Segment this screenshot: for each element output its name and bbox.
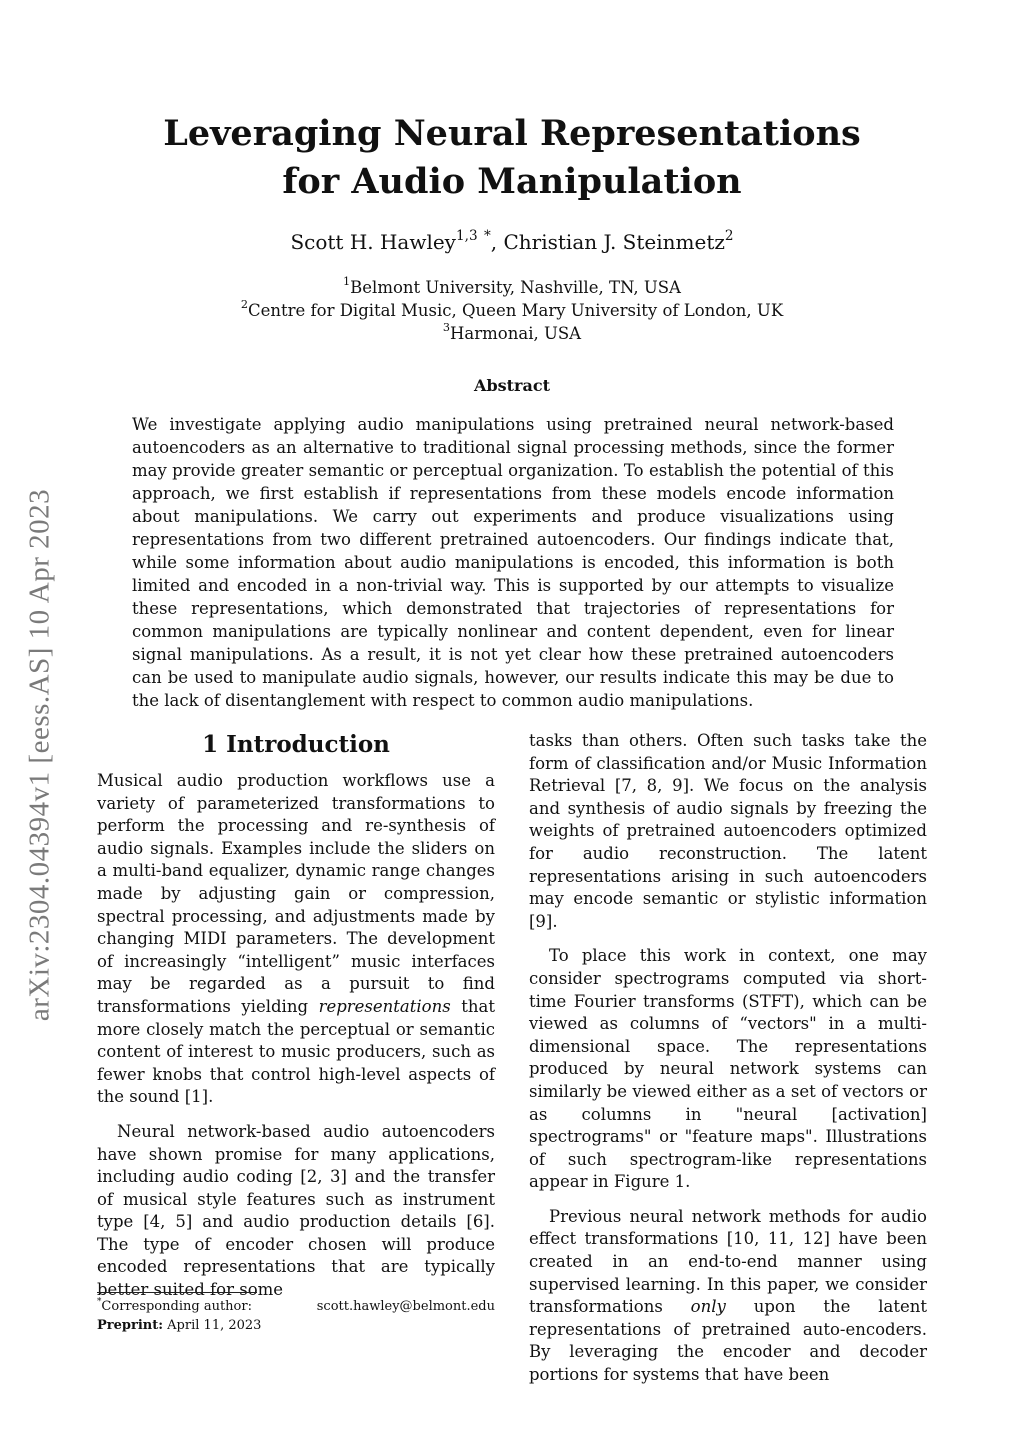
intro-p5-text-a: Previous neural network methods for audio effect transformations [10, 11, 12] have been created in an end-to-end manner using supervised learning. In this paper, we consider transformations bbox=[529, 1206, 927, 1317]
title-line-1: Leveraging Neural Representations bbox=[163, 113, 861, 154]
paper-title bbox=[0, 110, 1024, 206]
preprint-line bbox=[97, 1316, 495, 1335]
corresponding-email[interactable]: scott.hawley@belmont.edu bbox=[316, 1299, 495, 1314]
affiliation-3-text: Harmonai, USA bbox=[450, 324, 582, 343]
corresponding-label-wrap bbox=[97, 1297, 252, 1316]
abstract-heading: Abstract bbox=[474, 376, 550, 395]
arxiv-identifier-stamp: arXiv:2304.04394v1 [eess.AS] 10 Apr 2023 bbox=[23, 488, 56, 1022]
corresponding-author-line bbox=[97, 1297, 495, 1316]
preprint-date: April 11, 2023 bbox=[167, 1318, 262, 1333]
author-steinmetz-affil: 2 bbox=[724, 227, 734, 244]
abstract-body: We investigate applying audio manipulations using pretrained neural network-based autoencoders as an alternative to traditional signal processing methods, since the former may provide greater semantic or perceptual organization. To establish the potential of this approach, we first establish if representations from these models encode information about manipulations. We carry out experiments and produce visualizations using representations from two different pretrained autoencoders. Our findings indicate that, while some information about audio manipulations is encoded, this information is both limited and encoded in a non-trivial way. This is supported by our attempts to visualize these representations, which demonstrated that trajectories of representations for common manipulations are typically nonlinear and content dependent, even for linear signal manipulations. As a result, it is not yet clear how these pretrained autoencoders can be used to manipulate audio signals, however, our results indicate this may be due to the lack of disentanglement with respect to common audio manipulations. bbox=[132, 415, 894, 710]
title-line-2: for Audio Manipulation bbox=[282, 161, 742, 202]
intro-p1-emphasis: representations bbox=[318, 996, 451, 1016]
intro-paragraph-5 bbox=[529, 1206, 927, 1387]
intro-paragraph-2: Neural network-based audio autoencoders have shown promise for many applications, including audio coding [2, 3] and the transfer of musical style features such as instrument type [4, 5] and audio production details [6]. The type of encoder chosen will produce encoded representations that are typically better suited for some bbox=[97, 1121, 495, 1300]
intro-p5-text-b: upon the latent representations of pretrained auto-encoders. By leveraging the encoder and decoder portions for systems that have been bbox=[529, 1297, 927, 1385]
affiliation-1-text: Belmont University, Nashville, TN, USA bbox=[350, 278, 681, 297]
author-hawley: Scott H. Hawley bbox=[290, 230, 456, 254]
author-hawley-affil: 1,3 bbox=[455, 227, 478, 244]
affiliation-2-text: Centre for Digital Music, Queen Mary University of London, UK bbox=[247, 301, 784, 320]
section-heading-introduction: 1 Introduction bbox=[202, 731, 390, 758]
author-list bbox=[0, 228, 1024, 256]
affiliation-1-marker: 1 bbox=[343, 275, 351, 289]
intro-paragraph-3: tasks than others. Often such tasks take the form of classification and/or Music Information Retrieval [7, 8, 9]. We focus on the analysis and synthesis of audio signals by freezing the weights of pretrained autoencoders optimized for audio reconstruction. The latent representations arising in such autoencoders may encode semantic or stylistic information [9]. bbox=[529, 731, 927, 931]
affiliation-2 bbox=[0, 299, 1024, 322]
affiliation-list bbox=[0, 276, 1024, 345]
right-column bbox=[529, 730, 927, 1399]
affiliation-1 bbox=[0, 276, 1024, 299]
intro-paragraph-4: To place this work in context, one may consider spectrograms computed via short-time Fourier transforms (STFT), which can be viewed as columns of “vectors" in a multi-dimensional space. The representations produced by neural network systems can similarly be viewed either as a set of vectors or as columns in "neural [activation] spectrograms" or "feature maps". Illustrations of such spectrogram-like representations appear in Figure 1. bbox=[529, 946, 927, 1192]
corresponding-star: * bbox=[483, 227, 491, 244]
footnote bbox=[97, 1297, 495, 1335]
preprint-label: Preprint: bbox=[97, 1318, 164, 1333]
affiliation-3-marker: 3 bbox=[442, 321, 451, 335]
affiliation-3 bbox=[0, 322, 1024, 345]
footnote-divider bbox=[97, 1292, 257, 1293]
footnote-star: * bbox=[97, 1296, 102, 1307]
intro-p5-emphasis: only bbox=[690, 1297, 726, 1317]
intro-p1-text-b: that more closely match the perceptual or semantic content of interest to music producers, such as fewer knobs that control high-level aspects of the sound [1]. bbox=[97, 996, 495, 1107]
left-column bbox=[97, 730, 495, 1314]
intro-p1-text-a: Musical audio production workflows use a variety of parameterized transformations to perform the processing and re-synthesis of audio signals. Examples include the sliders on a multi-band equalizer, dynamic range changes made by adjusting gain or compression, spectral processing, and adjustments made by changing MIDI parameters. The development of increasingly “intelligent” music interfaces may be regarded as a pursuit to find transformations yielding bbox=[97, 771, 495, 1016]
intro-paragraph-1 bbox=[97, 770, 495, 1109]
author-separator: , bbox=[490, 230, 498, 254]
corresponding-label: Corresponding author: bbox=[101, 1299, 252, 1314]
affiliation-2-marker: 2 bbox=[240, 298, 248, 312]
author-steinmetz: Christian J. Steinmetz bbox=[503, 230, 725, 254]
